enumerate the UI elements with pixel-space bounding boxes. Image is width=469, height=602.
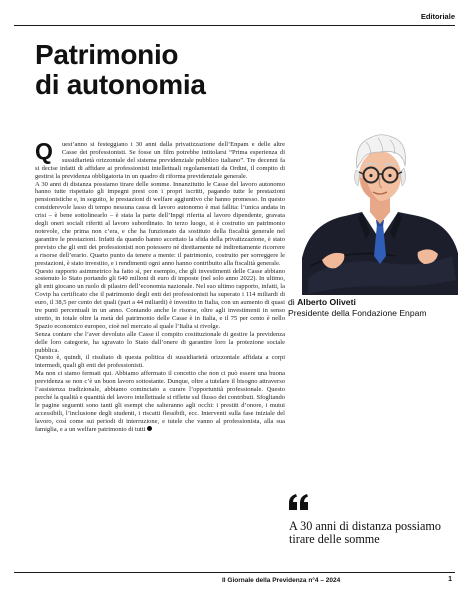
article-paragraph-2: A 30 anni di distanza possiamo tirare delle somme. Innanzitutto le Casse del lavoro autonomo hanno tutte rispettato gli impegni presi con i propri iscritti, pagando tutte le prestazioni pensionistiche e, in seguito, le prestazioni di welfare aggiuntivo che hanno promesso. In questo considerevole lasso di tempo nessuna cassa di lavoro autonomo è mai fallita: l’unica andata in crisi – è bene sottolinearlo – è stata la parte dell’Inpgi riferita al lavoro dipendente, gravata degli oneri sociali riferiti al lavoro subordinato. In terzo luogo, si è costruito un patrimonio notevole, che prima non c’era, e che ha funzionato da sostituto della fiscalità generale nel garantire le prestazioni. Infatti da quando hanno accettato la sfida della privatizzazione, è stato previsto che gli enti dei professionisti non potessero né direttamente né indirettamente ricorrere a risorse dell’erario. Quarto punto da tenere a mente: il patrimonio, costruito per sorreggere le prestazioni, è stato investito, e i rendimenti ogni anno hanno contribuito alla fiscalità generale. — [35, 180, 285, 267]
bottom-divider — [14, 572, 455, 573]
byline-prefix: di — [288, 297, 295, 307]
article-paragraph-6 — [35, 370, 285, 433]
article-paragraph-1 — [35, 138, 285, 181]
publication-footer: Il Giornale della Previdenza n°4 – 2024 — [222, 577, 341, 584]
quote-mark-icon — [288, 493, 310, 511]
author-byline — [288, 297, 458, 308]
article-paragraph-3: Questo rapporto asimmetrico ha fatto sì, per esempio, che gli investimenti delle Casse abbiano sostenuto lo Stato portando gli 640 milioni di euro di imposte (nel solo anno 2022). In ultimo, gli enti giocano un ruolo di pilastro dell’economia nazionale. Nel suo ultimo rapporto, infatti, la Covip ha certificato che il patrimonio degli enti dei professionisti ha superato i 114 miliardi di euro, il 38,5 per cento dei quali (pari a 44 miliardi) è investito in Italia, con un aumento di quasi tre punti percentuali in un anno. Contando anche le risorse, oltre agli investimenti in senso stretto, in totale oltre la metà del patrimonio delle Casse è in Italia, e il 75 per cento è nello Spazio economico europeo, cioè nel mercato al quale l’Italia si rivolge. — [35, 267, 285, 330]
page-number: 1 — [448, 576, 452, 583]
page-title — [35, 40, 206, 100]
paragraph-text: uest’anno si festeggiano i 30 anni dalla privatizzazione dell’Enpam e delle altre Casse dei professionisti. Se fosse un film potrebbe intitolarsi “Prima esperienza di sussidiarietà orizzontale del sistema previdenziale pubblico italiano”. Tre decenni fa si decise infatti di affidare ai professionisti intellettuali regolamentati da Ordini, il compito di gestirsi la previdenza obbligatoria in un quadro di riforma previdenziale generale. — [35, 141, 285, 180]
author-name: Alberto Oliveti — [297, 297, 356, 307]
title-line-1: Patrimonio — [35, 39, 179, 70]
author-caption — [288, 297, 458, 318]
article-paragraph-4: Senza contare che l’aver devoluto alle Casse il compito costituzionale di gestire la previdenza delle loro categorie, ha sgravato lo Stato dall’onere di garantire loro la protezione sociale pubblica. — [35, 330, 285, 354]
title-line-2: di autonomia — [35, 69, 206, 100]
section-label: Editoriale — [420, 12, 455, 21]
article-paragraph-5: Questo è, quindi, il risultato di questa politica di sussidiarietà orizzontale affidata a corpi intermedi, quali gli enti dei professionisti. — [35, 354, 285, 370]
author-role: Presidente della Fondazione Enpam — [288, 307, 427, 318]
author-portrait-illustration — [300, 128, 460, 295]
article-body — [35, 138, 285, 434]
pull-quote: A 30 anni di distanza possiamo tirare delle somme — [289, 519, 441, 547]
end-of-article-icon — [147, 426, 152, 431]
top-divider — [14, 25, 455, 26]
paragraph-text: Ma non ci siamo fermati qui. Abbiamo affermato il concetto che non ci può essere una buona previdenza se non c’è un buon lavoro sottostante. Dunque, oltre a tutelare il bisogno attraverso l’assistenza tradizionale, abbiamo cominciato a curare l’opportunità professionale. Questo perché la qualità e quantità del lavoro intellettuale si riflette sul flusso dei contributi. Sfogliando le pagine seguenti sono tanti gli esempi che salteranno agli occhi: i prestiti d’onore, i mutui accessibili, l’inclusione degli studenti, i riscatti flessibili, ecc. Interventi sulla fase iniziale del lavoro, così come sui periodi di interruzione, e tutele che vanno al professionista, alla sua famiglia, e a un welfare patrimonio di tutti — [35, 370, 285, 433]
drop-cap: Q — [35, 138, 53, 164]
